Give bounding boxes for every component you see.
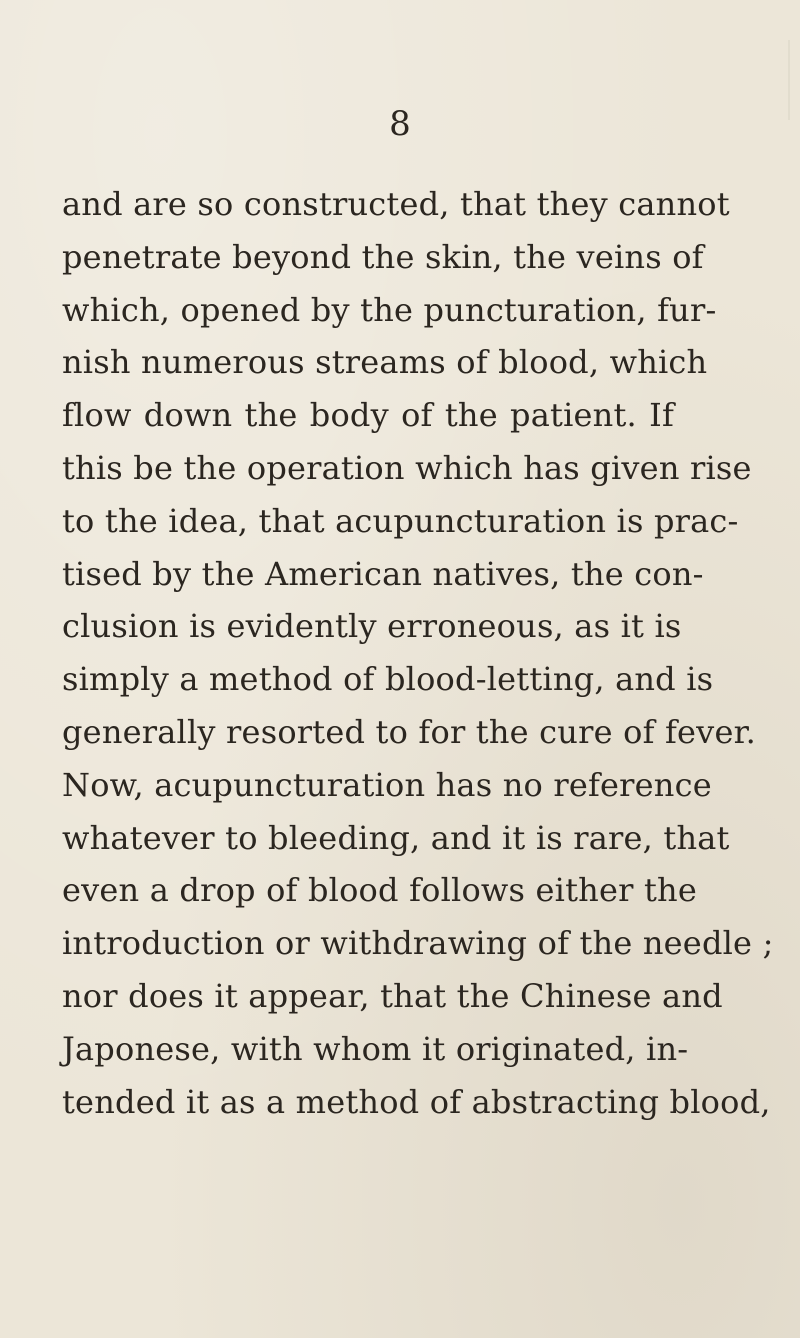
text-line: even a drop of blood follows either the [62,871,697,910]
text-line: clusion is evidently erroneous, as it is [62,607,682,646]
text-line: penetrate beyond the skin, the veins of [62,237,704,276]
paper-edge-shadow [788,40,790,120]
text-line: tised by the American natives, the con- [62,554,704,593]
text-line: which, opened by the puncturation, fur- [62,290,717,329]
text-line: introduction or withdrawing of the needle ; [62,924,774,963]
text-line: nish numerous streams of blood, which [62,343,708,382]
text-line: this be the operation which has given rise [62,448,752,487]
body-text [62,178,774,1128]
text-line: whatever to bleeding, and it is rare, that [62,818,730,857]
text-line: Now, acupuncturation has no reference [62,765,712,804]
text-line: simply a method of blood-letting, and is [62,660,714,699]
text-line: nor does it appear, that the Chinese and [62,976,723,1015]
text-line: to the idea, that acupuncturation is prac- [62,501,739,540]
text-line: Japonese, with whom it originated, in- [62,1029,689,1068]
text-line: generally resorted to for the cure of fever. [62,712,756,751]
text-line: flow down the body of the patient. If [62,396,674,435]
page-number: 8 [389,104,411,144]
text-line: tended it as a method of abstracting blood, [62,1082,771,1121]
text-line: and are so constructed, that they cannot [62,185,730,223]
